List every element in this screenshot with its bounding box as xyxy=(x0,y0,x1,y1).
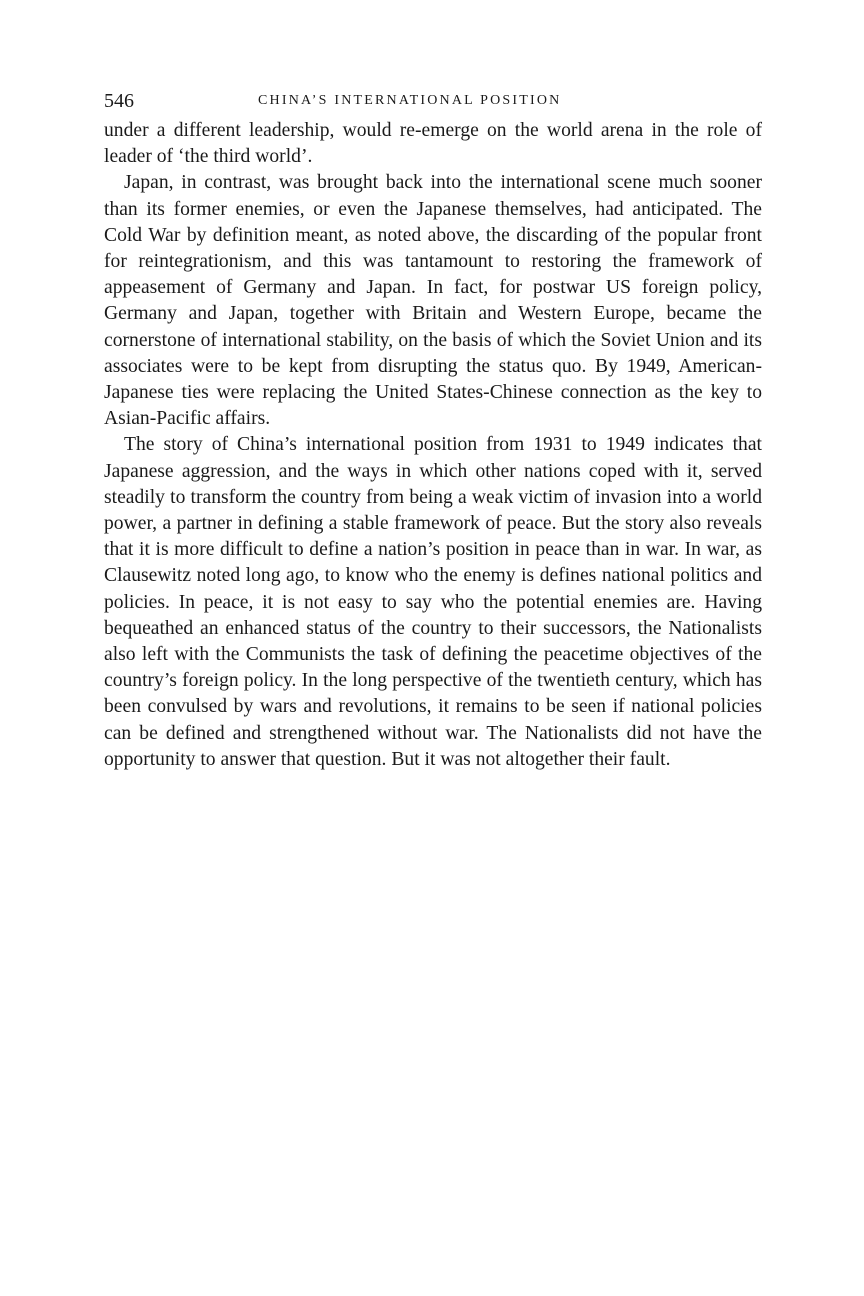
paragraph-continuation: under a different leadership, would re-emerge on the world arena in the role of leader of ‘the third world’. xyxy=(104,120,762,168)
paragraph-conclusion: The story of China’s international position from 1931 to 1949 indicates that Japanese aggression, and the ways in which other nations coped with it, served steadily to transform the country from being a weak victim of invasion into a world power, a partner in defining a stable framework of peace. But the story also reveals that it is more difficult to define a nation’s position in peace than in war. In war, as Clausewitz noted long ago, to know who the enemy is defines national politics and policies. In peace, it is not easy to say who the potential enemies are. Having bequeathed an enhanced status of the country to their successors, the Nationalists also left with the Communists the task of defining the peacetime objectives of the country’s foreign policy. In the long perspective of the twentieth century, which has been convulsed by wars and revolutions, it remains to be seen if national policies can be defined and strengthened without war. The Nationalists did not have the opportunity to answer that question. But it was not altogether their fault. xyxy=(104,434,762,770)
paragraph-japan: Japan, in contrast, was brought back into the international scene much sooner than its former enemies, or even the Japanese themselves, had anticipated. The Cold War by definition meant, as noted above, the discarding of the popular front for reintegrationism, and this was tantamount to restoring the framework of appeasement of Germany and Japan. In fact, for postwar US foreign policy, Germany and Japan, together with Britain and Western Europe, became the cornerstone of international stability, on the basis of which the Soviet Union and its associates were to be kept from disrupting the status quo. By 1949, American-Japanese ties were replacing the United States-Chinese connection as the key to Asian-Pacific affairs. xyxy=(104,172,762,430)
body-text xyxy=(104,118,762,773)
page-number: 546 xyxy=(104,90,134,112)
book-page xyxy=(104,88,762,773)
running-title: CHINA’S INTERNATIONAL POSITION xyxy=(258,93,562,108)
running-header xyxy=(104,88,762,114)
